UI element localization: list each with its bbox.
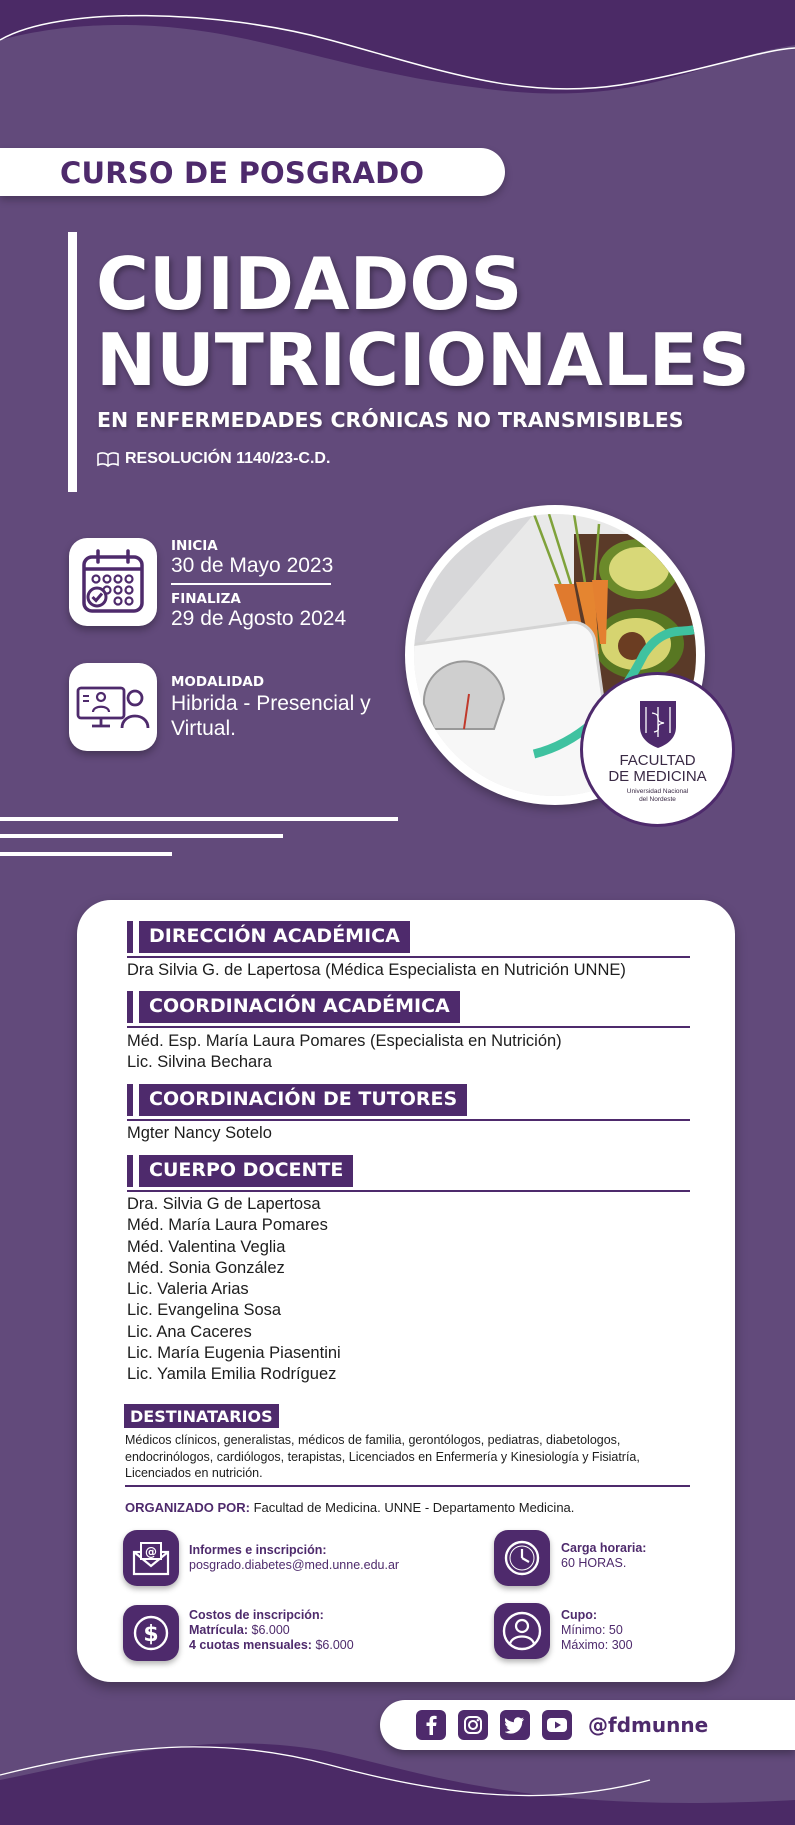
start-date: 30 de Mayo 2023 — [171, 554, 334, 577]
youtube-icon[interactable] — [542, 1710, 572, 1740]
dollar-icon — [131, 1613, 171, 1653]
faculty-shield-icon — [638, 697, 678, 749]
destinatarios-header: DESTINATARIOS — [124, 1404, 279, 1428]
email-icon-badge — [123, 1530, 179, 1586]
section-rule — [127, 1119, 690, 1121]
social-handle[interactable]: @fdmunne — [588, 1713, 709, 1737]
facebook-icon[interactable] — [416, 1710, 446, 1740]
dollar-icon-badge — [123, 1605, 179, 1661]
modality-card — [69, 663, 157, 751]
costs-info: Costos de inscripción: Matrícula: $6.000 4 cuotas mensuales: $6.000 — [189, 1608, 354, 1652]
svg-text:@: @ — [145, 1545, 157, 1559]
section-text-coordinacion: Méd. Esp. María Laura Pomares (Especialista en Nutrición) Lic. Silvina Bechara — [127, 1032, 562, 1072]
section-text-tutores: Mgter Nancy Sotelo — [127, 1124, 272, 1142]
end-date: 29 de Agosto 2024 — [171, 607, 347, 630]
course-type-banner — [0, 148, 505, 196]
section-header-coordinacion: COORDINACIÓN ACADÉMICA — [127, 991, 460, 1023]
top-decorative-band — [0, 0, 795, 110]
quota-info: Cupo: Mínimo: 50 Máximo: 300 — [561, 1608, 633, 1652]
remote-class-icon — [75, 682, 151, 732]
section-header-direccion: DIRECCIÓN ACADÉMICA — [127, 921, 410, 953]
modality-label: MODALIDAD — [171, 674, 265, 690]
section-header-docentes: CUERPO DOCENTE — [127, 1155, 353, 1187]
organizer: ORGANIZADO POR: Facultad de Medicina. UNNE - Departamento Medicina. — [125, 1500, 575, 1515]
end-label: FINALIZA — [171, 591, 241, 607]
section-rule — [127, 1026, 690, 1028]
course-type-label: CURSO DE POSGRADO — [60, 156, 425, 190]
section-rule — [125, 1485, 690, 1487]
title-accent-bar — [68, 232, 77, 492]
faculty-logo: FACULTAD DE MEDICINA Universidad Nacional del Nordeste — [580, 672, 735, 827]
contact-info: Informes e inscripción: posgrado.diabetes@med.unne.edu.ar — [189, 1543, 400, 1572]
svg-text:$: $ — [143, 1622, 159, 1647]
social-bar — [380, 1700, 795, 1750]
contact-email[interactable]: posgrado.diabetes@med.unne.edu.ar — [189, 1558, 400, 1572]
calendar-icon — [80, 547, 146, 617]
open-book-icon — [97, 451, 119, 467]
clock-icon — [502, 1538, 542, 1578]
resolution-text: RESOLUCIÓN 1140/23-C.D. — [125, 450, 331, 467]
section-header-tutores: COORDINACIÓN DE TUTORES — [127, 1084, 467, 1116]
section-text-docentes: Dra. Silvia G de Lapertosa Méd. María Laura Pomares Méd. Valentina Veglia Méd. Sonia González Lic. Valeria Arias Lic. Evangelina Sosa Lic. Ana Caceres Lic. María Eugenia Piasentini Lic. Yamila Emilia Rodríguez — [127, 1195, 341, 1384]
section-rule — [127, 1190, 690, 1192]
person-icon — [501, 1610, 543, 1652]
course-subtitle: EN ENFERMEDADES CRÓNICAS NO TRANSMISIBLES — [97, 408, 684, 432]
person-icon-badge — [494, 1603, 550, 1659]
instagram-icon[interactable] — [458, 1710, 488, 1740]
email-icon — [131, 1540, 171, 1576]
deco-line — [0, 834, 283, 838]
course-title: CUIDADOS NUTRICIONALES — [96, 242, 750, 402]
resolution — [97, 450, 330, 468]
date-separator — [171, 583, 331, 585]
modality-value: Hibrida - Presencial y Virtual. — [171, 692, 371, 740]
course-details-card — [77, 900, 735, 1682]
destinatarios-text: Médicos clínicos, generalistas, médicos de familia, gerontólogos, pediatras, diabetologos, endocrinólogos, cardiólogos, terapistas, Licenciados en Enfermería y Kinesiología y Fisiatría, Licenciados en nutrición. — [125, 1433, 640, 1480]
deco-line — [0, 852, 172, 856]
twitter-icon[interactable] — [500, 1710, 530, 1740]
hours-info: Carga horaria: 60 HORAS. — [561, 1541, 647, 1570]
clock-icon-badge — [494, 1530, 550, 1586]
section-text-direccion: Dra Silvia G. de Lapertosa (Médica Especialista en Nutrición UNNE) — [127, 961, 626, 979]
section-rule — [127, 956, 690, 958]
start-label: INICIA — [171, 538, 218, 554]
deco-line — [0, 817, 398, 821]
calendar-card — [69, 538, 157, 626]
